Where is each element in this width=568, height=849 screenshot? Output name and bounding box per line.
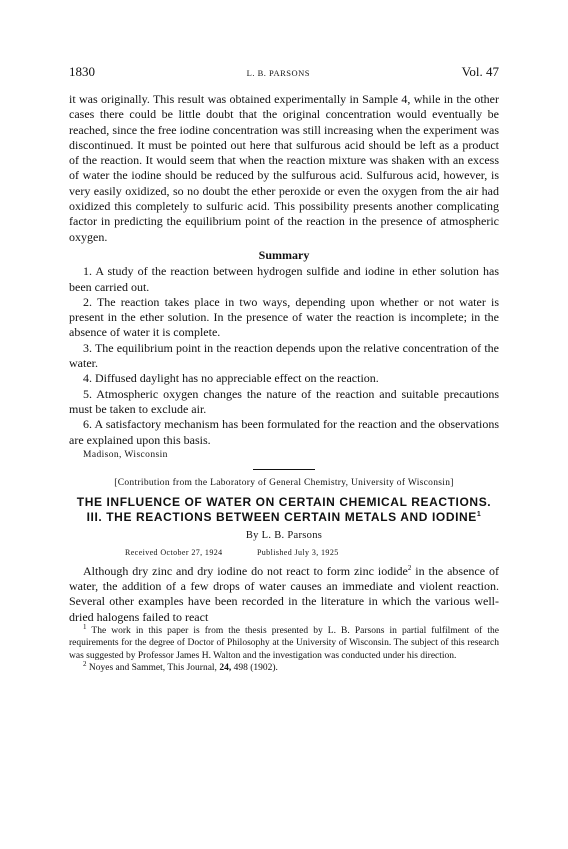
summary-item-3: 3. The equilibrium point in the reaction depends upon the relative concentration of the water. (69, 340, 499, 371)
summary-heading: Summary (258, 247, 310, 262)
footnote-2-pages: 498 (1902). (231, 662, 278, 673)
article-title (69, 495, 499, 525)
footnote-2-text: Noyes and Sammet, This Journal, (86, 662, 220, 673)
summary-item-4: 4. Diffused daylight has no appreciable effect on the reaction. (83, 371, 379, 386)
footnote-2-mark: 2 (83, 659, 87, 668)
paragraph-text-end: in the absence of water, the addition of a few drops of water causes an immediate and violent reaction. Several other examples have been recorded in the literature in which the various well-dried halogens failed to react (69, 563, 499, 624)
footnote-2 (69, 659, 499, 674)
section-divider (253, 469, 315, 470)
article-first-paragraph (69, 564, 499, 625)
footnote-1 (69, 622, 499, 662)
paragraph-footnote-mark: 2 (407, 563, 412, 572)
paragraph-text-start: Although dry zinc and dry iodine do not react to form zinc iodide (83, 563, 408, 578)
summary-item-1: 1. A study of the reaction between hydrogen sulfide and iodine in ether solution has been carried out. (69, 264, 499, 294)
footnote-2-volume: 24, (219, 662, 232, 673)
summary-item-2: 2. The reaction takes place in two ways, depending upon whether or not water is present in the ether solution. In the presence of water the reaction is incomplete; in the absence of water it is complete. (69, 294, 499, 340)
running-header (69, 64, 499, 80)
location-signature: Madison, Wisconsin (83, 449, 168, 460)
running-author: L. B. PARSONS (246, 68, 311, 78)
title-footnote-mark: 1 (476, 511, 482, 519)
page-number: 1830 (69, 64, 95, 79)
footnote-1-text: The work in this paper is from the thesis presented by L. B. Parsons in partial fulfilment of the requirements for the degree of Doctor of Philosophy at the University of Wisconsin. The subject of this research was suggested by Professor James H. Walton and the investigation was conducted under his direction. (69, 625, 499, 661)
volume-number: Vol. 47 (461, 64, 499, 79)
intro-paragraph: it was originally. This result was obtained experimentally in Sample 4, while in the other cases there could be little doubt that the original concentration would eventually be reached, since the free iodine concentration was still increasing when the experiment was discontinued. It must be pointed out here that sulfurous acid should be left as a product of the reaction. It would seem that when the reaction mixture was shaken with an excess of water the iodine should be reduced by the sulfurous acid. Sulfurous acid, however, is very easily oxidized, so no doubt the ether peroxide or even the oxygen from the air had oxidized this completely to sulfuric acid. This possibility presents another complicating factor in predicting the equilibrium point of the reaction in the presence of atmospheric oxygen. (69, 92, 499, 244)
received-date: Received October 27, 1924 (125, 548, 223, 558)
published-date: Published July 3, 1925 (256, 548, 339, 558)
footnotes (69, 622, 499, 674)
page-body (69, 92, 499, 674)
summary-item-5: 5. Atmospheric oxygen changes the nature of the reaction and suitable precautions must be taken to exclude air. (69, 386, 499, 416)
footnote-1-mark: 1 (83, 622, 87, 631)
byline: By L. B. Parsons (245, 530, 323, 542)
article-dates (69, 545, 499, 560)
article-title-text: THE INFLUENCE OF WATER ON CERTAIN CHEMICAL REACTIONS. III. THE REACTIONS BETWEEN CERTAIN METALS AND IODINE (76, 495, 492, 525)
summary-item-6: 6. A satisfactory mechanism has been formulated for the reaction and the observations are explained upon this basis. (69, 417, 499, 447)
contribution-line: [Contribution from the Laboratory of General Chemistry, University of Wisconsin] (114, 478, 454, 489)
